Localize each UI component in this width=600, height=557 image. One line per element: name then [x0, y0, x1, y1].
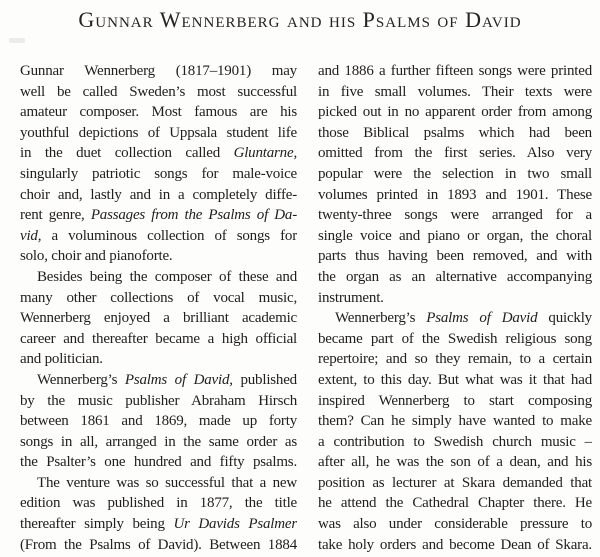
text-line	[318, 535, 592, 556]
italic-text-run: vid,	[20, 227, 42, 244]
text-run: a contribution to Swedish church music –	[318, 433, 592, 450]
italic-text-run: Gluntarne,	[233, 145, 297, 162]
text-run: was also under considerable pressure to	[318, 516, 592, 533]
text-run: the organ as an alternative accompanying	[318, 268, 592, 285]
text-run: picked out in no apparent order from among	[318, 104, 592, 121]
text-line	[20, 123, 297, 144]
text-run: youthful depictions of Uppsala student life	[20, 124, 297, 141]
italic-text-run: Psalms of David,	[124, 371, 233, 388]
text-run: those Biblical psalms which had been	[318, 124, 592, 141]
text-line	[318, 411, 592, 432]
text-run: extent, to this day. But what was it that had	[318, 371, 592, 388]
text-run: the Psalter’s one hundred and fifty psalms.	[20, 454, 297, 471]
text-line	[20, 82, 297, 103]
text-line	[20, 473, 297, 494]
text-line	[318, 329, 592, 350]
text-line	[20, 164, 297, 185]
text-line	[318, 205, 592, 226]
text-line	[20, 535, 297, 556]
text-line	[20, 61, 297, 82]
text-line	[20, 288, 297, 309]
text-line	[318, 288, 592, 309]
text-run: amateur composer. Most famous are his	[20, 104, 297, 121]
text-line	[318, 82, 592, 103]
text-line	[318, 391, 592, 412]
text-run: Wennerberg’s	[37, 371, 125, 388]
text-run: single voice and piano or organ, the choral	[318, 227, 592, 244]
text-line	[20, 143, 297, 164]
text-run: quickly	[537, 310, 592, 327]
text-line	[20, 514, 297, 535]
text-run: many other collections of vocal music,	[20, 289, 297, 306]
text-run: in the duet collection called	[20, 145, 234, 162]
text-line	[318, 432, 592, 453]
text-line	[20, 493, 297, 514]
text-run: rent genre,	[20, 207, 91, 224]
text-line	[318, 493, 592, 514]
text-line	[318, 102, 592, 123]
text-run: twenty-three songs were arranged for a	[318, 207, 592, 224]
text-run: choir and, lastly and in a completely diffe-	[20, 186, 297, 203]
text-line	[20, 185, 297, 206]
text-line	[20, 452, 297, 473]
text-line	[20, 246, 297, 267]
text-run: popular were the selection in two small	[318, 165, 592, 182]
italic-text-run: Passages from the Psalms of Da-	[90, 207, 297, 224]
text-run: a voluminous collection of songs for	[41, 227, 297, 244]
text-run: and 1886 a further fifteen songs were printed	[318, 63, 592, 79]
text-line	[318, 267, 592, 288]
text-run: after all, he was the son of a dean, and his	[318, 454, 592, 471]
text-run: and politician.	[20, 351, 103, 368]
text-line	[20, 267, 297, 288]
text-line	[318, 473, 592, 494]
text-run: omitted from the first series. Also very	[318, 145, 592, 162]
text-line	[318, 226, 592, 247]
scan-artifact	[9, 38, 25, 43]
text-run: Wennerberg’s	[335, 310, 427, 327]
text-run: published	[232, 371, 297, 388]
text-line	[20, 102, 297, 123]
text-line	[318, 308, 592, 329]
text-run: (From the Psalms of David). Between 1884	[20, 536, 297, 553]
text-run: songs in all, arranged in the same order as	[20, 433, 297, 450]
text-run: between 1861 and 1869, made up forty	[20, 413, 297, 430]
text-line	[20, 349, 297, 370]
text-run: career and thereafter became a high official	[20, 330, 297, 347]
text-line	[318, 61, 592, 82]
text-line	[20, 432, 297, 453]
text-line	[318, 164, 592, 185]
italic-text-run: Psalms of David	[426, 310, 538, 327]
text-run: singularly patriotic songs for male-voice	[20, 165, 297, 182]
text-line	[318, 123, 592, 144]
text-run: inspired Wennerberg to start composing	[318, 392, 592, 409]
text-run: by the music publisher Abraham Hirsch	[20, 392, 297, 409]
text-run: well be called Sweden’s most successful	[20, 83, 297, 100]
text-line	[20, 391, 297, 412]
text-line	[20, 329, 297, 350]
text-line	[318, 370, 592, 391]
text-run: take holy orders and become Dean of Skara.	[318, 536, 592, 553]
italic-text-run: Ur Davids Psalmer	[173, 516, 297, 533]
text-line	[20, 226, 297, 247]
text-line	[318, 246, 592, 267]
text-line	[20, 205, 297, 226]
text-run: parts thus having been removed, and with	[318, 248, 592, 265]
text-run: Gunnar Wennerberg (1817–1901) may	[20, 63, 297, 79]
right-column	[318, 61, 592, 555]
text-line	[20, 370, 297, 391]
text-run: solo, choir and pianoforte.	[20, 248, 173, 265]
text-run: The venture was so successful that a new	[37, 474, 297, 491]
text-run: volumes printed in 1893 and 1901. These	[318, 186, 592, 203]
text-line	[318, 185, 592, 206]
text-run: instrument.	[318, 289, 384, 306]
text-line	[318, 349, 592, 370]
text-columns	[0, 61, 600, 555]
left-column	[20, 61, 297, 555]
text-run: edition was published in 1877, the title	[20, 495, 297, 512]
text-line	[318, 514, 592, 535]
text-run: them? Can he simply have wanted to make	[318, 413, 592, 430]
text-run: position as lecturer at Skara demanded that	[318, 474, 592, 491]
page-title: Gunnar Wennerberg and his Psalms of David	[78, 7, 522, 32]
text-run: thereafter simply being	[20, 516, 174, 533]
text-line	[318, 452, 592, 473]
text-run: in five small volumes. Their texts were	[318, 83, 592, 100]
text-run: Besides being the composer of these and	[37, 268, 297, 285]
text-run: Wennerberg enjoyed a brilliant academic	[20, 310, 297, 327]
text-run: repertoire; and so they remain, to a certain	[318, 351, 592, 368]
text-line	[20, 411, 297, 432]
text-line	[20, 308, 297, 329]
text-run: he attend the Cathedral Chapter there. He	[318, 495, 592, 512]
text-line	[318, 143, 592, 164]
text-run: became part of the Swedish religious song	[318, 330, 592, 347]
